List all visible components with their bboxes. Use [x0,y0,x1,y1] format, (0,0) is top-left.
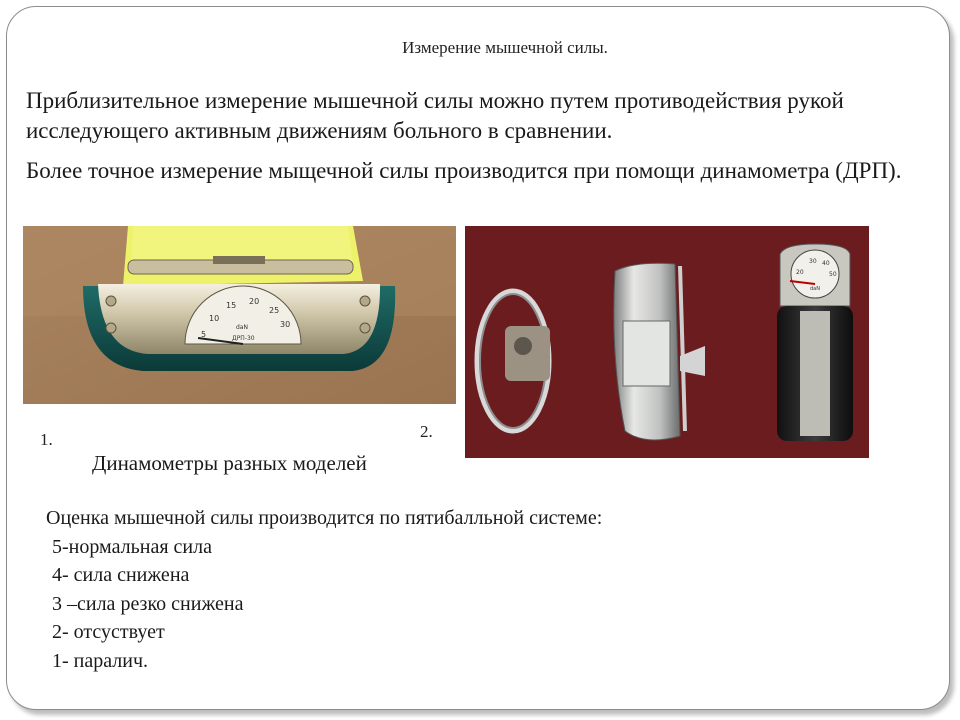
dial1-tick: 10 [209,314,220,323]
grading-item: 3 –сила резко снижена [52,592,244,615]
paragraph-approximate-measurement: Приблизительное измерение мышечной силы можно путем противодействия рукой исследующего активным движениям больного в сравнении. [26,88,844,143]
dial3-tick: 50 [829,271,837,278]
grading-item: 4- сила снижена [52,564,190,587]
dial1-tick: 5 [201,330,207,339]
dynamometers-set-illustration [465,226,869,458]
grading-item: 2- отсуствует [52,621,165,644]
grading-scale [46,504,602,676]
grading-intro: Оценка мышечной силы производится по пятибалльной системе: [46,507,603,529]
paragraph-precise-measurement: Более точное измерение мыщечной силы производится при помощи динамометра (ДРП). [26,158,902,183]
figure-caption: Динамометры разных моделей [92,451,367,475]
dial3-unit: daN [810,286,820,292]
dial1-tick: 30 [280,320,291,329]
dial3-tick: 20 [796,269,804,276]
hand-dynamometer-illustration [23,226,456,404]
dynamometers-set-photo [465,226,869,458]
figure-label-2: 2. [420,422,433,441]
grading-item: 1- паралич. [52,649,149,672]
grading-item: 5-нормальная сила [52,535,212,558]
dial3-tick: 40 [822,260,830,267]
dial1-model: ДРП-30 [232,335,255,342]
dial3-tick: 30 [809,258,817,265]
hand-dynamometer-photo [23,226,456,404]
dial1-tick: 15 [226,301,237,310]
figure-label-1: 1. [40,430,53,449]
dial1-tick: 25 [269,306,280,315]
slide-title: Измерение мышечной силы. [402,38,608,57]
dial1-unit: daN [236,324,248,331]
dial1-tick: 20 [249,297,260,306]
